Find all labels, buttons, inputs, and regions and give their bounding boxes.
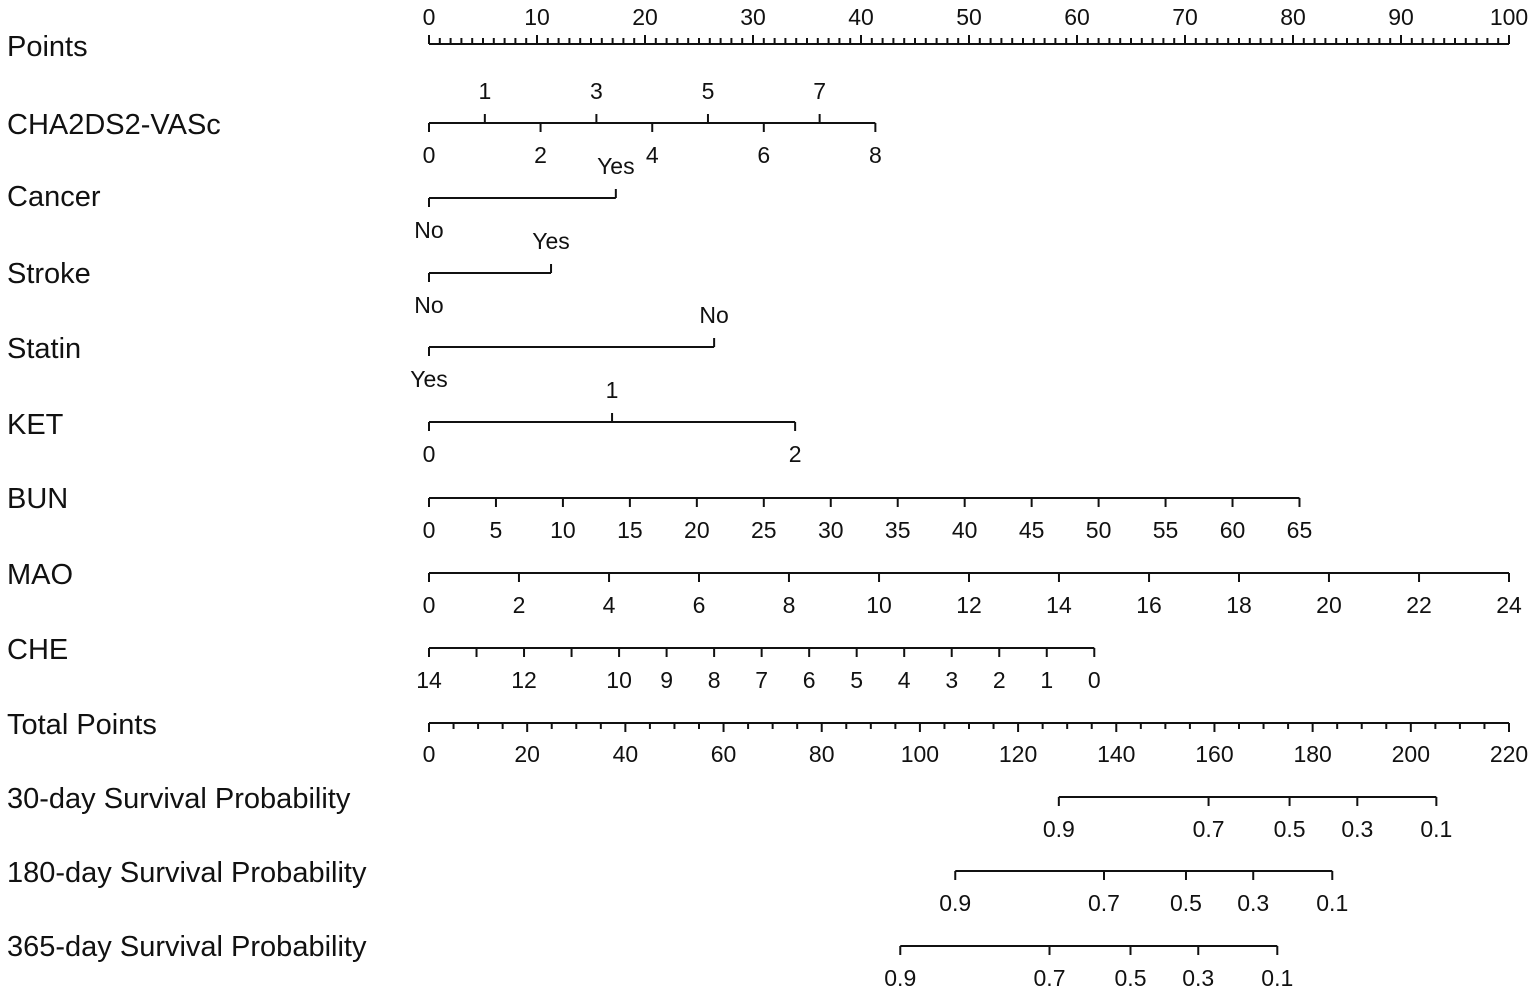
- che-tick-label: 14: [416, 667, 442, 693]
- total-points-tick-label: 160: [1195, 741, 1234, 767]
- mao-tick-label: 12: [956, 592, 982, 618]
- che-tick-label: 8: [707, 667, 721, 693]
- cha2ds2-vasc-tick-label: 4: [645, 142, 659, 168]
- cha2ds2-vasc-tick-label: 3: [590, 78, 603, 104]
- 365-day-survival-probability-tick-label: 0.5: [1114, 965, 1147, 991]
- total-points-tick-label: 180: [1293, 741, 1332, 767]
- mao-tick-label: 4: [602, 592, 616, 618]
- cha2ds2-vasc-tick-label: 1: [478, 78, 492, 104]
- cancer-tick-label: No: [414, 217, 444, 243]
- points-tick-label: 50: [956, 4, 982, 30]
- mao-tick-label: 8: [782, 592, 796, 618]
- bun-tick-label: 60: [1219, 517, 1246, 543]
- points-tick-label: 60: [1064, 4, 1090, 30]
- 30-day-survival-probability-tick-label: 0.9: [1042, 816, 1075, 842]
- cha2ds2-vasc-tick-label: 8: [868, 142, 882, 168]
- bun-tick-label: 15: [617, 517, 643, 543]
- mao-tick-label: 18: [1226, 592, 1252, 618]
- che-tick-label: 10: [606, 667, 632, 693]
- mao-tick-label: 10: [866, 592, 892, 618]
- row-label-stroke: Stroke: [7, 258, 91, 290]
- row-label-total-points: Total Points: [7, 709, 157, 741]
- 365-day-survival-probability-tick-label: 0.9: [884, 965, 917, 991]
- 365-day-survival-probability-tick-label: 0.3: [1182, 965, 1215, 991]
- che-tick-label: 1: [1040, 667, 1054, 693]
- mao-tick-label: 20: [1316, 592, 1342, 618]
- che-tick-label: 0: [1087, 667, 1101, 693]
- total-points-tick-label: 60: [710, 741, 737, 767]
- bun-tick-label: 65: [1286, 517, 1313, 543]
- total-points-tick-label: 100: [900, 741, 940, 767]
- bun-tick-label: 30: [817, 517, 844, 543]
- che-tick-label: 5: [850, 667, 864, 693]
- bun-tick-label: 20: [684, 517, 710, 543]
- points-tick-label: 90: [1388, 4, 1414, 30]
- ket-tick-label: 1: [605, 377, 619, 403]
- 180-day-survival-probability-tick-label: 0.7: [1088, 890, 1120, 916]
- total-points-tick-label: 80: [808, 741, 835, 767]
- total-points-tick-label: 140: [1097, 741, 1136, 767]
- total-points-tick-label: 200: [1391, 741, 1431, 767]
- total-points-tick-label: 220: [1489, 741, 1529, 767]
- mao-tick-label: 24: [1496, 592, 1522, 618]
- total-points-tick-label: 0: [422, 741, 436, 767]
- che-tick-label: 4: [897, 667, 911, 693]
- mao-tick-label: 0: [422, 592, 436, 618]
- row-label-365-day-survival-probability: 365-day Survival Probability: [7, 931, 367, 963]
- bun-tick-label: 35: [884, 517, 911, 543]
- row-label-mao: MAO: [7, 559, 74, 591]
- cha2ds2-vasc-tick-label: 6: [757, 142, 771, 168]
- row-label-30-day-survival-probability: 30-day Survival Probability: [7, 783, 351, 815]
- statin-tick-label: No: [699, 302, 729, 328]
- points-tick-label: 20: [632, 4, 658, 30]
- mao-tick-label: 6: [692, 592, 706, 618]
- points-tick-label: 30: [740, 4, 766, 30]
- total-points-tick-label: 120: [998, 741, 1038, 767]
- 30-day-survival-probability-tick-label: 0.7: [1192, 816, 1225, 842]
- ket-tick-label: 2: [788, 441, 802, 467]
- che-tick-label: 3: [945, 667, 959, 693]
- cha2ds2-vasc-tick-label: 5: [701, 78, 715, 104]
- bun-tick-label: 5: [489, 517, 503, 543]
- che-tick-label: 2: [992, 667, 1006, 693]
- row-label-cancer: Cancer: [7, 181, 101, 213]
- 30-day-survival-probability-tick-label: 0.1: [1420, 816, 1453, 842]
- bun-tick-label: 50: [1085, 517, 1112, 543]
- 30-day-survival-probability-tick-label: 0.3: [1341, 816, 1374, 842]
- cancer-tick-label: Yes: [597, 153, 635, 179]
- bun-tick-label: 45: [1018, 517, 1045, 543]
- points-tick-label: 80: [1280, 4, 1306, 30]
- 365-day-survival-probability-tick-label: 0.7: [1033, 965, 1066, 991]
- mao-tick-label: 22: [1406, 592, 1432, 618]
- points-tick-label: 40: [848, 4, 874, 30]
- row-label-bun: BUN: [7, 483, 69, 515]
- row-label-statin: Statin: [7, 333, 82, 365]
- stroke-tick-label: Yes: [532, 228, 570, 254]
- 180-day-survival-probability-tick-label: 0.9: [939, 890, 972, 916]
- cha2ds2-vasc-tick-label: 2: [534, 142, 547, 168]
- 30-day-survival-probability-tick-label: 0.5: [1273, 816, 1306, 842]
- total-points-tick-label: 40: [612, 741, 639, 767]
- statin-tick-label: Yes: [410, 366, 448, 392]
- che-tick-label: 6: [802, 667, 816, 693]
- points-tick-label: 70: [1172, 4, 1198, 30]
- row-label-che: CHE: [7, 634, 69, 666]
- ket-tick-label: 0: [422, 441, 436, 467]
- points-tick-label: 100: [1489, 4, 1529, 30]
- 180-day-survival-probability-tick-label: 0.5: [1169, 890, 1202, 916]
- 180-day-survival-probability-tick-label: 0.3: [1237, 890, 1270, 916]
- bun-tick-label: 0: [422, 517, 436, 543]
- bun-tick-label: 55: [1152, 517, 1179, 543]
- che-tick-label: 9: [660, 667, 673, 693]
- bun-tick-label: 40: [951, 517, 978, 543]
- row-label-points: Points: [7, 31, 88, 63]
- 180-day-survival-probability-tick-label: 0.1: [1316, 890, 1349, 916]
- 365-day-survival-probability-tick-label: 0.1: [1261, 965, 1294, 991]
- bun-tick-label: 10: [550, 517, 576, 543]
- total-points-tick-label: 20: [514, 741, 540, 767]
- points-tick-label: 10: [524, 4, 550, 30]
- mao-tick-label: 16: [1136, 592, 1162, 618]
- row-label-ket: KET: [7, 409, 64, 441]
- stroke-tick-label: No: [414, 292, 444, 318]
- bun-tick-label: 25: [751, 517, 777, 543]
- che-tick-label: 7: [755, 667, 769, 693]
- cha2ds2-vasc-tick-label: 0: [422, 142, 436, 168]
- row-label-cha2ds2-vasc: CHA2DS2-VASc: [7, 109, 221, 141]
- mao-tick-label: 2: [512, 592, 526, 618]
- row-label-180-day-survival-probability: 180-day Survival Probability: [7, 857, 367, 889]
- cha2ds2-vasc-tick-label: 7: [813, 78, 827, 104]
- points-tick-label: 0: [422, 4, 436, 30]
- mao-tick-label: 14: [1046, 592, 1072, 618]
- che-tick-label: 12: [511, 667, 537, 693]
